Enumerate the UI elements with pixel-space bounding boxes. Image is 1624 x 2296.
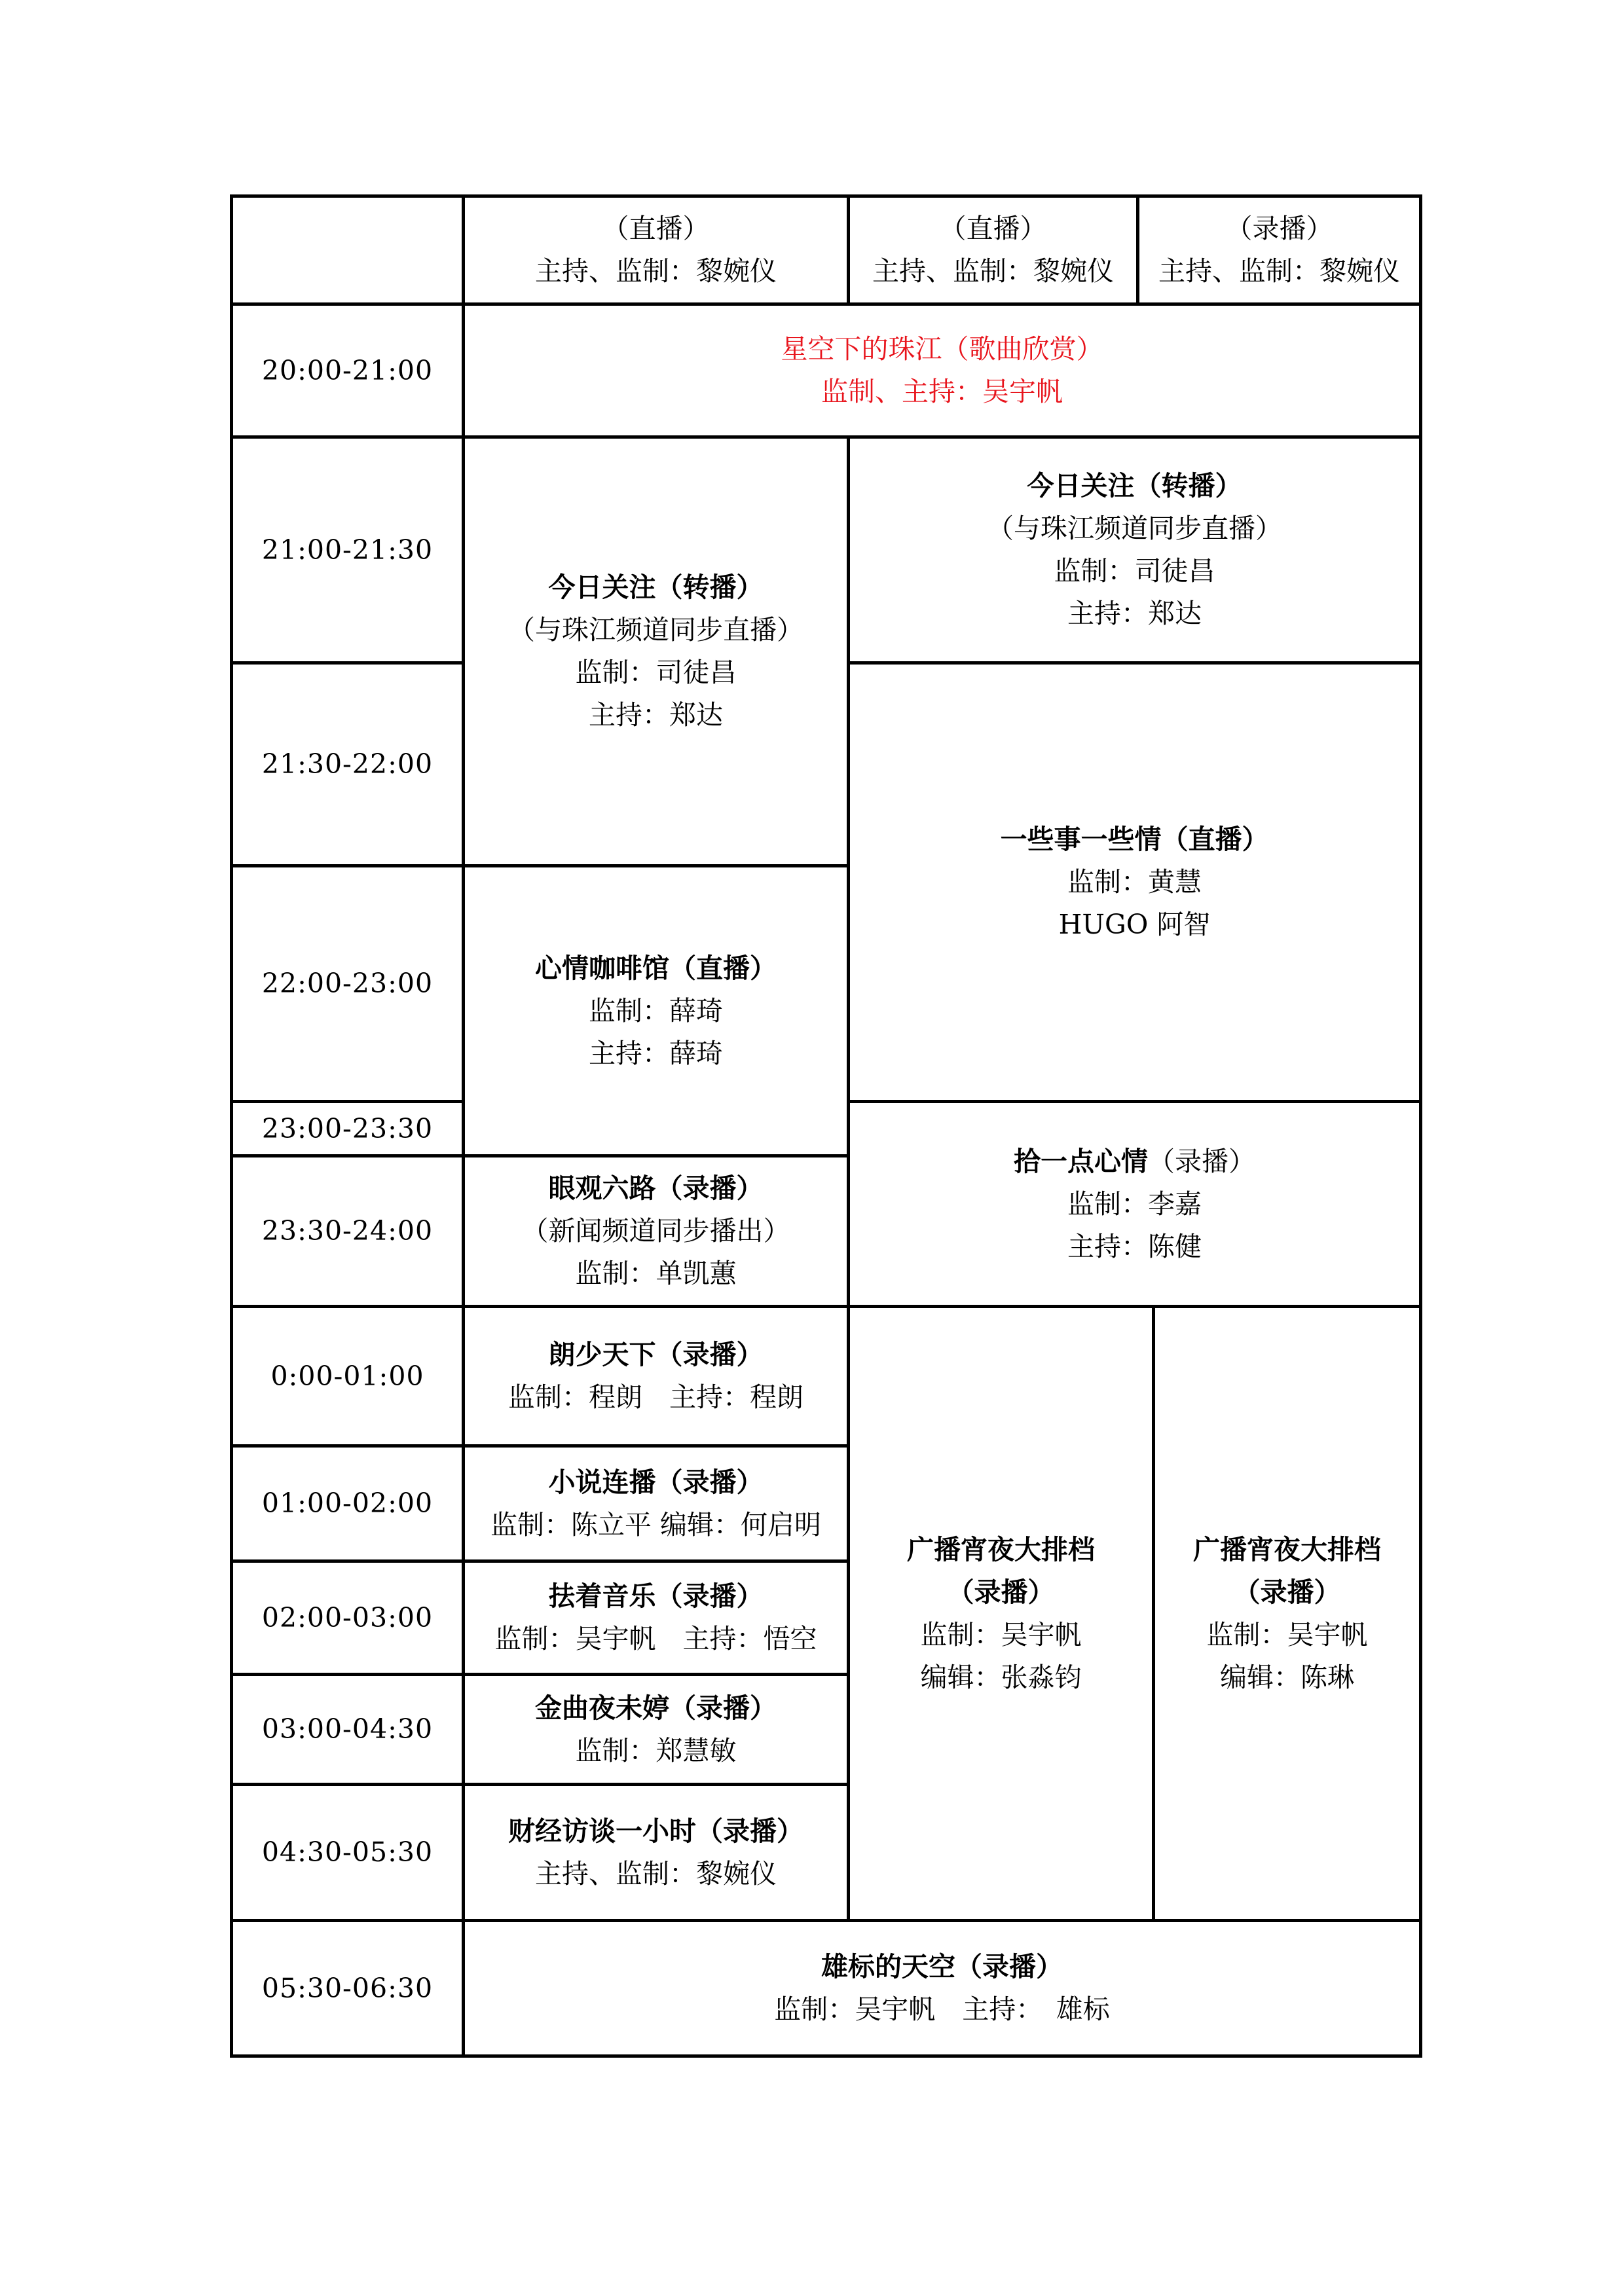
program-title: 眼观六路（录播） <box>548 1173 764 1204</box>
time-slot: 03:00-04:30 <box>232 1675 464 1785</box>
time-slot: 21:30-22:00 <box>232 663 464 866</box>
header-col3 <box>1138 196 1421 304</box>
time-slot: 22:00-23:00 <box>232 866 464 1102</box>
program-yanguan <box>464 1156 849 1307</box>
time-slot: 23:00-23:30 <box>232 1102 464 1156</box>
time-slot: 23:30-24:00 <box>232 1156 464 1307</box>
program-staff: 监制：陈立平 编辑：何启明 <box>490 1508 822 1540</box>
program-staff: 监制：吴宇帆 主持： 雄标 <box>774 1994 1110 2025</box>
program-staff: 监制：司徒昌 <box>575 657 737 688</box>
program-host: 主持：薛琦 <box>589 1037 723 1069</box>
program-xinqing <box>464 866 849 1156</box>
schedule-row <box>232 437 1421 663</box>
program-xiaoye-a <box>849 1307 1154 1921</box>
program-title: 广播宵夜大排档 <box>907 1533 1095 1565</box>
program-staff: 监制：吴宇帆 <box>920 1618 1082 1650</box>
program-langshao <box>464 1307 849 1446</box>
header-col2-host: 主持、监制：黎婉仪 <box>872 255 1114 287</box>
header-col3-type: （录播） <box>1225 213 1333 244</box>
program-title: 金曲夜未婷（录播） <box>535 1692 777 1724</box>
program-host: 主持：陈健 <box>1067 1230 1202 1262</box>
program-note: （新闻频道同步播出） <box>521 1215 790 1247</box>
program-host: 主持：郑达 <box>589 699 723 731</box>
header-col2-type: （直播） <box>939 213 1047 244</box>
program-staff: 监制：郑慧敏 <box>575 1734 737 1766</box>
program-title-line <box>854 1140 1415 1183</box>
program-staff: 监制：黄慧 <box>1067 866 1202 898</box>
time-slot: 0:00-01:00 <box>232 1307 464 1446</box>
program-xiongbiao <box>464 1921 1421 2056</box>
program-title: 朗少天下（录播） <box>548 1339 764 1370</box>
program-title: 雄标的天空（录播） <box>821 1951 1063 1982</box>
header-time-cell <box>232 196 464 304</box>
program-kanzhe <box>464 1561 849 1675</box>
program-title: 拾一点心情 <box>1014 1145 1148 1177</box>
header-col1-host: 主持、监制：黎婉仪 <box>535 255 777 287</box>
schedule-row <box>232 1307 1421 1446</box>
program-staff: 监制、主持：吴宇帆 <box>821 376 1063 407</box>
header-col2 <box>849 196 1138 304</box>
header-col3-host: 主持、监制：黎婉仪 <box>1158 255 1400 287</box>
program-title: 心情咖啡馆（直播） <box>535 952 777 984</box>
program-title: 小说连播（录播） <box>548 1466 764 1498</box>
program-yixieshi <box>849 663 1421 1102</box>
program-staff: 监制：程朗 主持：程朗 <box>508 1381 803 1413</box>
program-type: （录播） <box>1148 1145 1255 1177</box>
program-staff: 监制：李嘉 <box>1067 1188 1202 1220</box>
program-title: 今日关注（转播） <box>1027 470 1242 501</box>
header-row <box>232 196 1421 304</box>
program-staff: 监制：薛琦 <box>589 994 723 1027</box>
time-slot: 21:00-21:30 <box>232 437 464 663</box>
program-title: 今日关注（转播） <box>548 572 764 603</box>
program-staff: 监制：吴宇帆 主持：悟空 <box>494 1623 817 1654</box>
program-title: 一些事一些情（直播） <box>1000 824 1269 855</box>
program-type: （录播） <box>1233 1576 1341 1608</box>
header-col1-type: （直播） <box>602 213 710 244</box>
header-col1 <box>464 196 849 304</box>
program-title: 星空下的珠江（歌曲欣赏） <box>781 333 1103 365</box>
program-type: （录播） <box>947 1576 1055 1608</box>
program-jinri-right <box>849 437 1421 663</box>
program-xingkong <box>464 304 1421 437</box>
program-staff: 监制：吴宇帆 <box>1206 1618 1368 1650</box>
program-caijing <box>464 1785 849 1921</box>
program-title: 抾着音乐（录播） <box>548 1580 764 1612</box>
time-slot: 04:30-05:30 <box>232 1785 464 1921</box>
program-host: HUGO 阿智 <box>1058 909 1211 940</box>
program-editor: 编辑：张淼钧 <box>920 1661 1082 1693</box>
program-xiaoye-b <box>1154 1307 1421 1921</box>
time-slot: 05:30-06:30 <box>232 1921 464 2056</box>
time-slot: 20:00-21:00 <box>232 304 464 437</box>
program-shiyi <box>849 1102 1421 1307</box>
program-note: （与珠江频道同步直播） <box>987 513 1282 544</box>
program-schedule-table <box>230 194 1422 2058</box>
schedule-row <box>232 1921 1421 2056</box>
program-xiaoshuo <box>464 1446 849 1561</box>
program-title: 广播宵夜大排档 <box>1193 1533 1381 1565</box>
program-note: （与珠江频道同步直播） <box>508 614 803 646</box>
program-jinri-left <box>464 437 849 866</box>
program-editor: 编辑：陈琳 <box>1220 1661 1354 1693</box>
program-jinqu <box>464 1675 849 1785</box>
time-slot: 01:00-02:00 <box>232 1446 464 1561</box>
program-staff: 监制：单凯蕙 <box>575 1258 737 1289</box>
program-staff: 主持、监制：黎婉仪 <box>535 1857 777 1889</box>
program-staff: 监制：司徒昌 <box>1054 555 1215 587</box>
time-slot: 02:00-03:00 <box>232 1561 464 1675</box>
schedule-row <box>232 304 1421 437</box>
program-title: 财经访谈一小时（录播） <box>508 1815 803 1847</box>
program-host: 主持：郑达 <box>1067 598 1202 629</box>
